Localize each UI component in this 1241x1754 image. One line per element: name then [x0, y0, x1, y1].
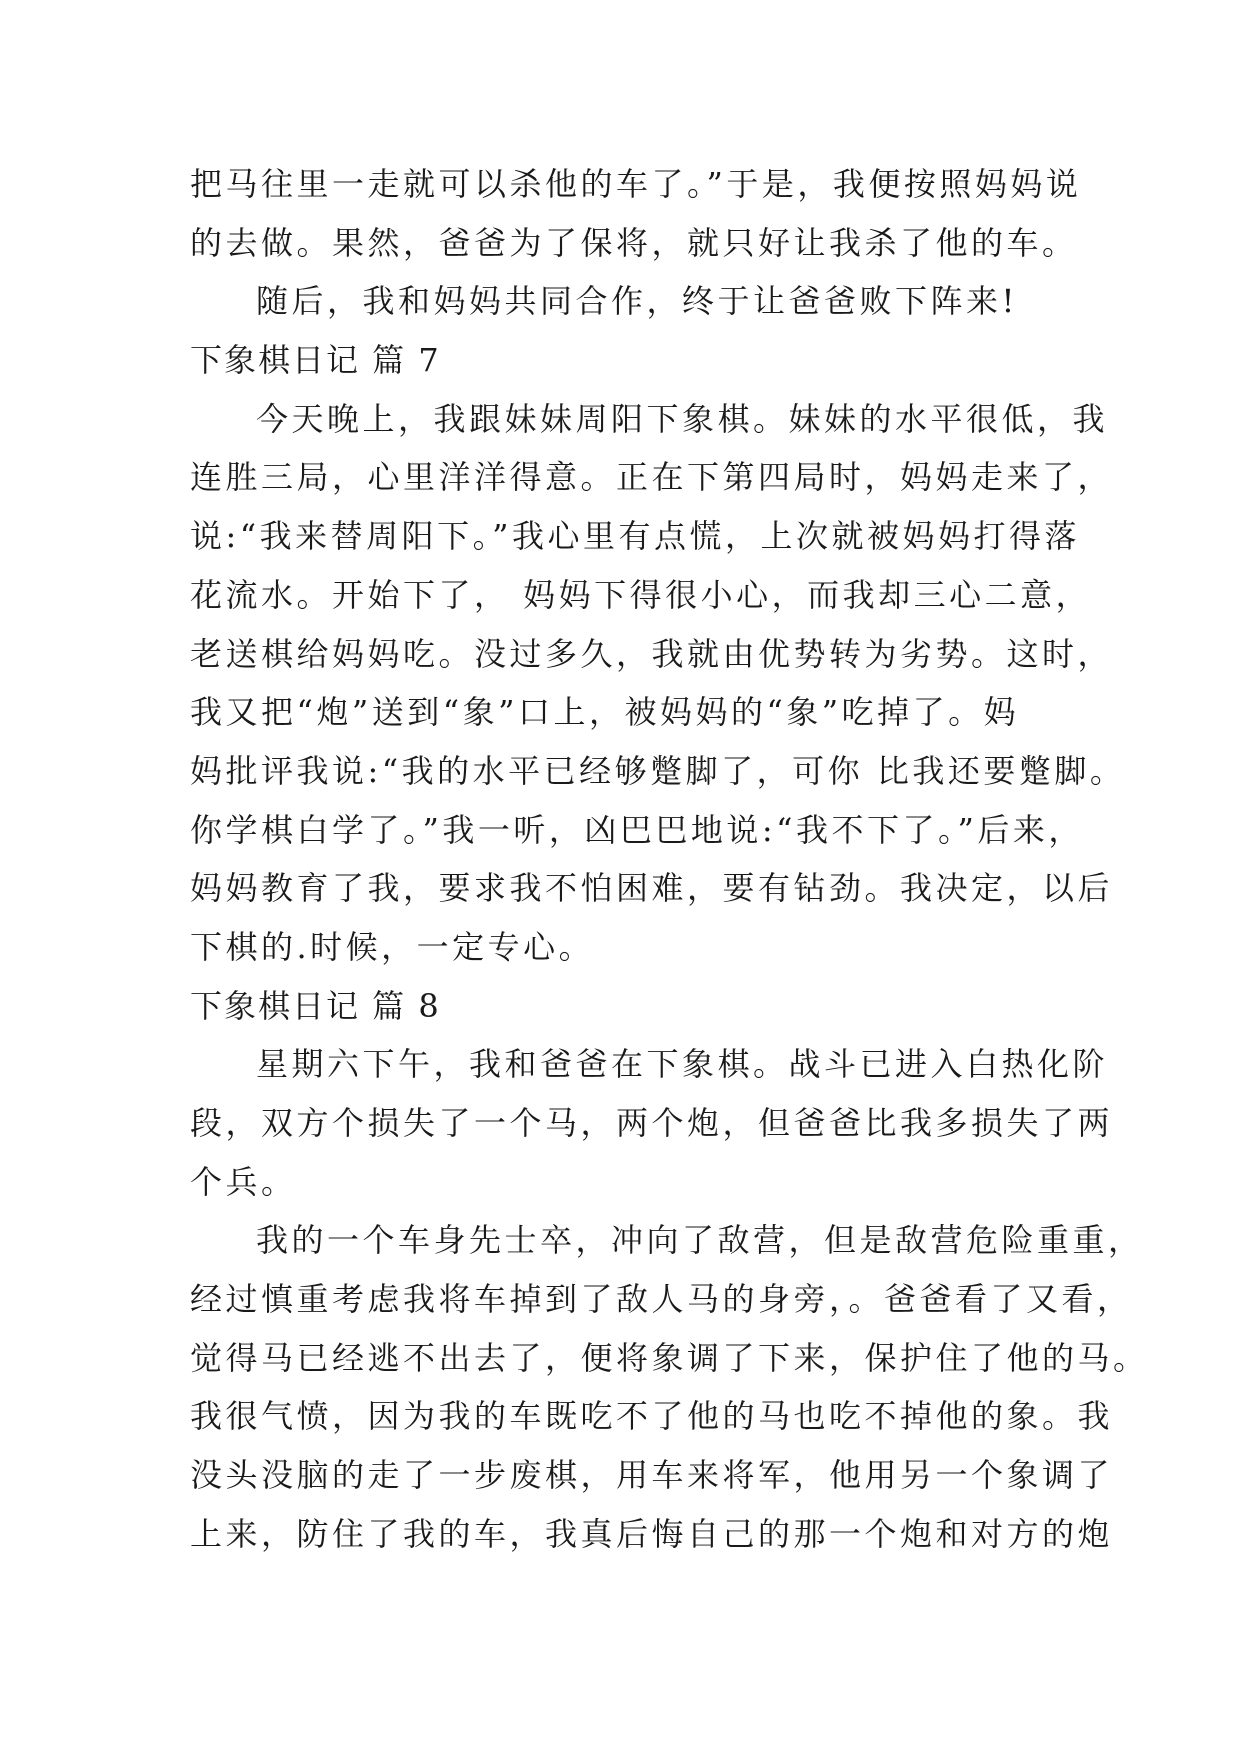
text-line: 经过慎重考虑我将车掉到了敌人马的身旁，。爸爸看了又看， — [190, 1280, 1133, 1319]
text-line: 我很气愤，因为我的车既吃不了他的马也吃不掉他的象。我 — [190, 1397, 1114, 1436]
document-body — [190, 155, 1149, 1564]
text-line: 花流水。开始下了， 妈妈下得很小心，而我却三心二意， — [190, 575, 1092, 614]
paragraph-start-line: 随后，我和妈妈共同合作，终于让爸爸败下阵来! — [256, 282, 1018, 321]
text-line: 老送棋给妈妈吃。没过多久，我就由优势转为劣势。这时， — [190, 634, 1114, 673]
text-line: 连胜三局，心里洋洋得意。正在下第四局时，妈妈走来了， — [190, 458, 1114, 497]
text-line: 我又把“炮”送到“象”口上，被妈妈的“象”吃掉了。妈 — [190, 693, 1020, 732]
text-line: 妈批评我说:“我的水平已经够蹩脚了，可你 比我还要蹩脚。 — [190, 751, 1126, 790]
text-line: 妈妈教育了我，要求我不怕困难，要有钻劲。我决定，以后 — [190, 869, 1114, 908]
text-line: 你学棋白学了。”我一听，凶巴巴地说:“我不下了。”后来， — [190, 810, 1084, 849]
text-line: 上来，防住了我的车，我真后悔自己的那一个炮和对方的炮 — [190, 1514, 1114, 1553]
paragraph-start-line: 我的一个车身先士卒，冲向了敌营，但是敌营危险重重， — [256, 1221, 1144, 1260]
section-heading: 下象棋日记 篇 7 — [190, 341, 441, 380]
paragraph-start-line: 今天晚上，我跟妹妹周阳下象棋。妹妹的水平很低，我 — [256, 399, 1109, 438]
text-line: 没头没脑的走了一步废棋，用车来将军，他用另一个象调了 — [190, 1456, 1114, 1495]
text-line: 个兵。 — [190, 1162, 297, 1201]
paragraph-start-line: 星期六下午，我和爸爸在下象棋。战斗已进入白热化阶 — [256, 1045, 1109, 1084]
text-line: 的去做。果然，爸爸为了保将，就只好让我杀了他的车。 — [190, 223, 1078, 262]
text-line: 觉得马已经逃不出去了，便将象调了下来，保护住了他的马。 — [190, 1338, 1149, 1377]
text-line: 下棋的.时候，一定专心。 — [190, 927, 595, 966]
section-heading: 下象棋日记 篇 8 — [190, 986, 441, 1025]
text-line: 把马往里一走就可以杀他的车了。”于是，我便按照妈妈说 — [190, 165, 1082, 203]
text-line: 说:“我来替周阳下。”我心里有点慌，上次就被妈妈打得落 — [190, 517, 1081, 556]
text-line: 段，双方个损失了一个马，两个炮，但爸爸比我多损失了两 — [190, 1104, 1114, 1142]
